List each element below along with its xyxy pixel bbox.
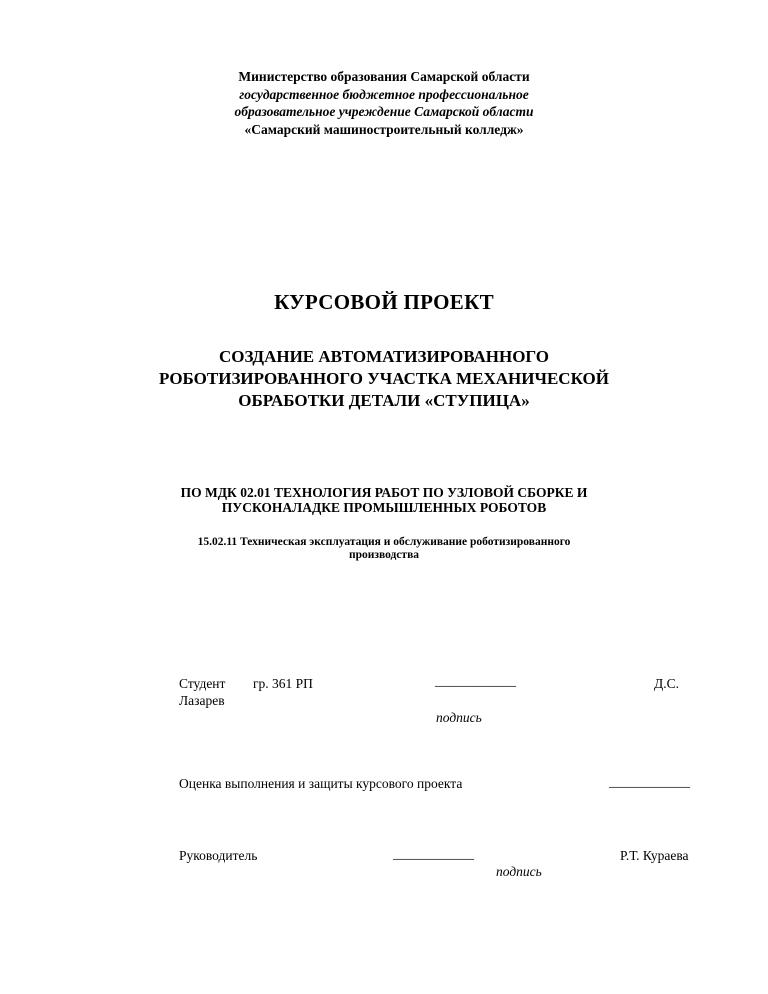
topic-line-2: РОБОТИЗИРОВАННОГО УЧАСТКА МЕХАНИЧЕСКОЙ <box>159 369 609 388</box>
course-line-1: ПО МДК 02.01 ТЕХНОЛОГИЯ РАБОТ ПО УЗЛОВОЙ СБОРКЕ И <box>180 485 588 500</box>
student-group: гр. 361 РП <box>253 676 313 691</box>
course-module <box>0 485 768 515</box>
student-label: Студент <box>179 676 226 691</box>
supervisor-label: Руководитель <box>179 848 258 863</box>
supervisor-name: Р.Т. Кураева <box>620 848 689 863</box>
supervisor-signature-line: ____________ <box>393 846 474 861</box>
course-line-2: ПУСКОНАЛАДКЕ ПРОМЫШЛЕННЫХ РОБОТОВ <box>221 500 547 515</box>
project-topic <box>0 346 768 412</box>
institution-type-line: государственное бюджетное профессиональное <box>239 86 529 102</box>
student-surname: Лазарев <box>179 693 225 708</box>
topic-line-1: СОЗДАНИЕ АВТОМАТИЗИРОВАННОГО <box>218 347 550 366</box>
specialty-line-2: производства <box>348 549 420 561</box>
institution-type-line-2: образовательное учреждение Самарской области <box>234 104 534 119</box>
specialty-line-1: 15.02.11 Техническая эксплуатация и обслуживание роботизированного <box>197 536 571 548</box>
supervisor-signature-caption: подпись <box>496 864 542 879</box>
institution-header <box>0 68 768 138</box>
student-signature-line: ____________ <box>435 673 516 688</box>
topic-line-3: ОБРАБОТКИ ДЕТАЛИ «СТУПИЦА» <box>238 391 530 410</box>
student-signature-caption: подпись <box>436 710 482 725</box>
ministry-line: Министерство образования Самарской области <box>238 69 530 84</box>
student-initials: Д.С. <box>654 676 679 691</box>
specialty <box>0 536 768 562</box>
college-name: «Самарский машиностроительный колледж» <box>244 121 524 137</box>
document-type-title: КУРСОВОЙ ПРОЕКТ <box>274 290 494 314</box>
grade-label: Оценка выполнения и защиты курсового проекта <box>179 776 463 791</box>
grade-line: ____________ <box>609 774 690 789</box>
